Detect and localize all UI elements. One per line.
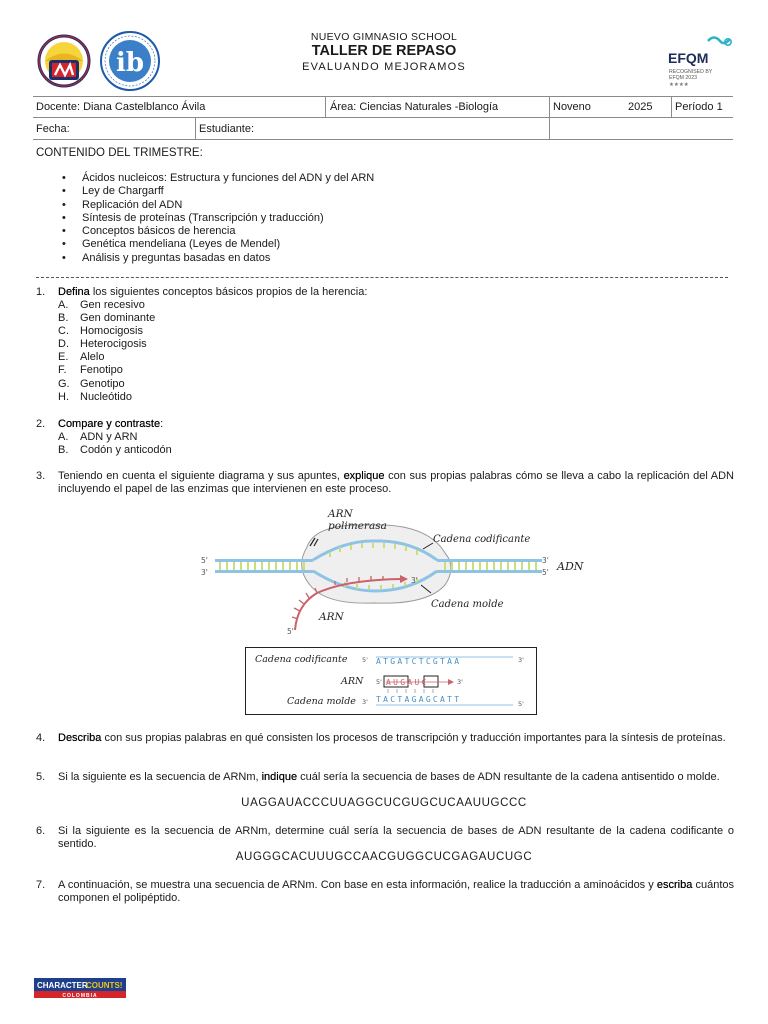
school-year: 2025: [628, 101, 653, 113]
dna-left-segment: [215, 559, 313, 573]
list-item: G. Genotipo: [58, 377, 125, 390]
divider: [549, 96, 550, 117]
list-item: C. Homocigosis: [58, 325, 143, 338]
question-verb: Describa: [58, 732, 102, 744]
info-row-2: [33, 118, 733, 140]
teacher-name: Docente: Diana Castelblanco Ávila: [36, 101, 206, 113]
svg-text:ib: ib: [115, 48, 145, 78]
list-item: • Genética mendeliana (Leyes de Mendel): [62, 238, 374, 251]
question-number: 2.: [36, 418, 46, 430]
dna-label: ADN: [557, 560, 584, 573]
question-verb: explique: [343, 470, 385, 482]
transcription-diagram: [195, 505, 584, 640]
template-strand-sequence: TACTAGAGCATT: [376, 695, 462, 704]
worksheet-title: TALLER DE REPASO: [311, 43, 457, 59]
divider: [549, 118, 550, 139]
template-strand-label: Cadena molde: [431, 599, 504, 610]
coding-strand-label: Cadena codificante: [433, 534, 531, 545]
list-item: • Replicación del ADN: [62, 199, 374, 212]
academic-period: Período 1: [675, 101, 723, 113]
list-item: E. Alelo: [58, 351, 105, 364]
svg-text:COLOMBIA: COLOMBIA: [62, 993, 98, 999]
list-item: F. Fenotipo: [58, 364, 123, 377]
question-1-items: [58, 299, 155, 404]
rna-label: ARN: [319, 611, 344, 623]
efqm-stars: ★★★★: [669, 82, 689, 88]
subject-area: Área: Ciencias Naturales -Biología: [330, 101, 499, 113]
list-item: A. ADN y ARN: [58, 431, 138, 443]
question-verb: Compare y contraste: [58, 418, 161, 430]
question-text: :: [160, 418, 164, 430]
question-text: con sus propias palabras en qué consisten los procesos de transcripción y traducción importantes para la síntesis de proteínas.: [101, 732, 726, 744]
three-prime-label: 3': [411, 576, 418, 585]
three-prime-label: 3': [201, 568, 208, 577]
list-item: • Ácidos nucleicos: Estructura y funciones del ADN y del ARN: [62, 172, 374, 185]
mrna-sequence: AUGGGCACUUUGCCAACGUGGCUCGAGAUCUGC: [235, 851, 533, 863]
question-text: cuál sería la secuencia de bases de ADN resultante de la cadena antisentido o molde.: [297, 771, 720, 783]
question-verb: indique: [261, 771, 298, 783]
efqm-wordmark: EFQM: [668, 50, 709, 66]
rna-sequence: AUGAUC: [386, 678, 429, 687]
question-text: cuántos componen el polipéptido.: [58, 879, 734, 905]
list-item: • Ley de Chargarff: [62, 185, 374, 198]
list-item: B. Gen dominante: [58, 312, 156, 325]
ib-world-school-logo: [96, 30, 164, 92]
question-text: Si la siguiente es la secuencia de ARNm,: [58, 771, 262, 783]
five-prime-label: 5': [376, 678, 382, 686]
list-item: • Análisis y preguntas basadas en datos: [62, 252, 374, 265]
list-item: D. Heterocigosis: [58, 338, 147, 351]
question-text: A continuación, se muestra una secuencia de ARNm. Con base en esta información, realice la traducción a aminoácidos y: [58, 879, 657, 891]
question-text: los siguientes conceptos básicos propios de la herencia:: [89, 286, 368, 298]
svg-text:COUNTS!: COUNTS!: [86, 981, 123, 990]
five-prime-label: 5': [542, 568, 549, 577]
five-prime-label: 5': [201, 556, 208, 565]
question-text: Si la siguiente es la secuencia de ARNm, determine cuál sería la secuencia de bases de ADN resultante de la cadena codificante o sentido.: [58, 825, 734, 851]
rna-polymerase-label: ARN: [328, 508, 353, 520]
divider: [671, 96, 672, 117]
three-prime-label: 3': [362, 698, 368, 706]
mrna-sequence: UAGGAUACCCUUAGGCUCGUGCUCAAUUGCCC: [241, 797, 527, 809]
question-verb: escriba: [656, 879, 693, 891]
dna-right-segment: [437, 559, 542, 573]
rna-polymerase-label: polimerasa: [328, 520, 387, 532]
nuevo-gimnasio-logo: [36, 34, 92, 90]
coding-strand-label: Cadena codificante: [255, 654, 348, 665]
grade-level: Noveno: [553, 101, 591, 113]
list-item: • Conceptos básicos de herencia: [62, 225, 374, 238]
three-prime-label: 3': [518, 656, 524, 664]
question-verb: Defina: [58, 286, 90, 298]
list-item: • Síntesis de proteínas (Transcripción y traducción): [62, 212, 374, 225]
efqm-recognised: RECOGNISED BY: [669, 69, 713, 75]
five-prime-label: 5': [287, 627, 294, 636]
coding-strand-sequence: ATGATCTCGTAA: [376, 657, 462, 666]
rna-label: ARN: [341, 676, 364, 687]
efqm-logo: [664, 32, 734, 92]
question-number: 3.: [36, 470, 46, 482]
question-number: 7.: [36, 879, 46, 891]
list-item: H. Nucleótido: [58, 390, 132, 403]
three-prime-label: 3': [542, 556, 549, 565]
template-strand-label: Cadena molde: [287, 696, 356, 707]
list-item: A. Gen recesivo: [58, 299, 145, 311]
sequence-box-diagram: [245, 647, 537, 715]
student-label: Estudiante:: [199, 123, 255, 135]
divider: [325, 96, 326, 117]
question-number: 4.: [36, 732, 46, 744]
header-block: [230, 31, 538, 73]
question-number: 6.: [36, 825, 46, 837]
efqm-year: EFQM 2023: [669, 75, 697, 81]
question-2-items: [58, 431, 172, 457]
school-name: NUEVO GIMNASIO SCHOOL: [310, 31, 458, 43]
info-table: [33, 96, 733, 140]
svg-text:CHARACTER: CHARACTER: [37, 981, 88, 990]
info-row-1: [33, 96, 733, 118]
section-divider: [36, 277, 728, 278]
date-label: Fecha:: [36, 123, 70, 135]
worksheet-subtitle: EVALUANDO MEJORAMOS: [302, 61, 466, 73]
contents-title: CONTENIDO DEL TRIMESTRE:: [36, 147, 203, 159]
contents-list: [62, 172, 374, 265]
divider: [195, 118, 196, 139]
character-counts-logo: [34, 978, 126, 998]
question-number: 5.: [36, 771, 46, 783]
question-text: con sus propias palabras cómo se lleva a cabo la replicación del ADN incluyendo el papel de las enzimas que intervienen en este proceso.: [58, 470, 734, 496]
five-prime-label: 5': [362, 656, 368, 664]
three-prime-label: 3': [457, 678, 463, 686]
list-item: B. Codón y anticodón: [58, 444, 172, 457]
question-number: 1.: [36, 286, 46, 298]
five-prime-label: 5': [518, 700, 524, 708]
question-text: Teniendo en cuenta el siguiente diagrama y sus apuntes,: [58, 470, 344, 482]
